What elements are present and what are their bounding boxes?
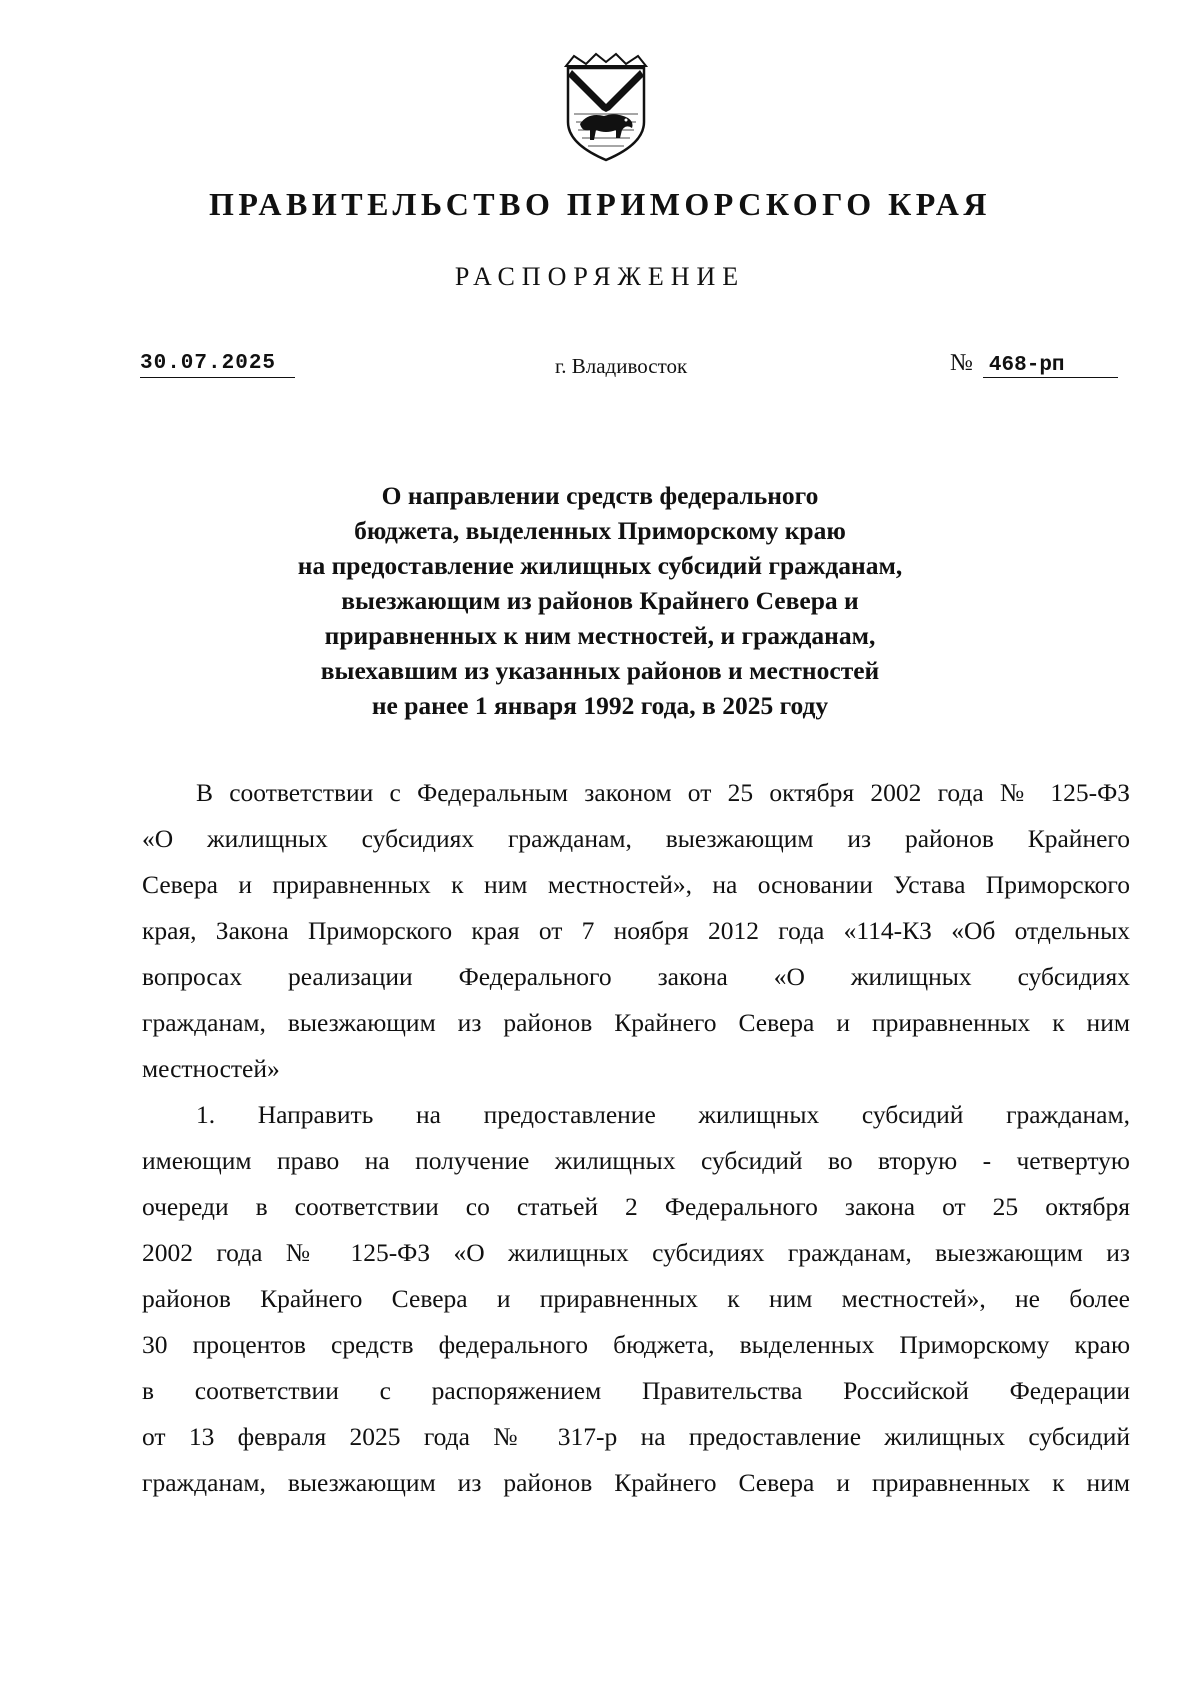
body-line: гражданам, выезжающим из районов Крайнего Севера и приравненных к ним <box>142 1468 1130 1497</box>
document-city: г. Владивосток <box>555 354 688 378</box>
body-line: в соответствии с распоряжением Правительства Российской Федерации <box>142 1376 1130 1405</box>
issuing-authority: ПРАВИТЕЛЬСТВО ПРИМОРСКОГО КРАЯ <box>209 186 991 222</box>
body-line: В соответствии с Федеральным законом от 25 октября 2002 года № 125-ФЗ <box>196 778 1130 807</box>
body-line: Севера и приравненных к ним местностей», на основании Устава Приморского <box>142 870 1130 899</box>
body-line: 1. Направить на предоставление жилищных субсидий гражданам, <box>196 1100 1130 1129</box>
body-line: 30 процентов средств федерального бюджета, выделенных Приморскому краю <box>142 1330 1130 1359</box>
document-number <box>950 350 1126 378</box>
document-type: РАСПОРЯЖЕНИЕ <box>454 262 746 291</box>
coat-of-arms-icon <box>560 52 652 164</box>
document-body <box>142 770 1130 1506</box>
body-line: «О жилищных субсидиях гражданам, выезжающим из районов Крайнего <box>142 824 1130 853</box>
title-line: на предоставление жилищных субсидий гражданам, <box>297 551 903 580</box>
number-sign: № <box>950 350 973 376</box>
body-line: очереди в соответствии со статьей 2 Федерального закона от 25 октября <box>142 1192 1130 1221</box>
document-date: 30.07.2025 <box>140 352 295 378</box>
body-line: 2002 года № 125-ФЗ «О жилищных субсидиях гражданам, выезжающим из <box>142 1238 1130 1267</box>
item-1-paragraph <box>142 1092 1130 1506</box>
body-line: края, Закона Приморского края от 7 ноября 2012 года «114-КЗ «Об отдельных <box>142 916 1130 945</box>
title-line: выезжающим из районов Крайнего Севера и <box>341 586 859 615</box>
title-line: не ранее 1 января 1992 года, в 2025 году <box>371 691 829 720</box>
title-line: приравненных к ним местностей, и гражданам, <box>324 621 876 650</box>
body-line: вопросах реализации Федерального закона «О жилищных субсидиях <box>142 962 1130 991</box>
body-line: гражданам, выезжающим из районов Крайнего Севера и приравненных к ним <box>142 1008 1130 1037</box>
body-line: от 13 февраля 2025 года № 317-р на предоставление жилищных субсидий <box>142 1422 1130 1451</box>
title-line: выехавшим из указанных районов и местностей <box>320 656 880 685</box>
body-line: имеющим право на получение жилищных субсидий во вторую - четвертую <box>142 1146 1130 1175</box>
body-line: местностей» <box>142 1054 280 1083</box>
title-line: О направлении средств федерального <box>381 481 819 510</box>
preamble-paragraph <box>142 770 1130 1092</box>
title-line: бюджета, выделенных Приморскому краю <box>354 516 846 545</box>
document-title <box>180 478 1020 723</box>
number-value: 468-рп <box>983 354 1118 378</box>
body-line: районов Крайнего Севера и приравненных к ним местностей», не более <box>142 1284 1130 1313</box>
